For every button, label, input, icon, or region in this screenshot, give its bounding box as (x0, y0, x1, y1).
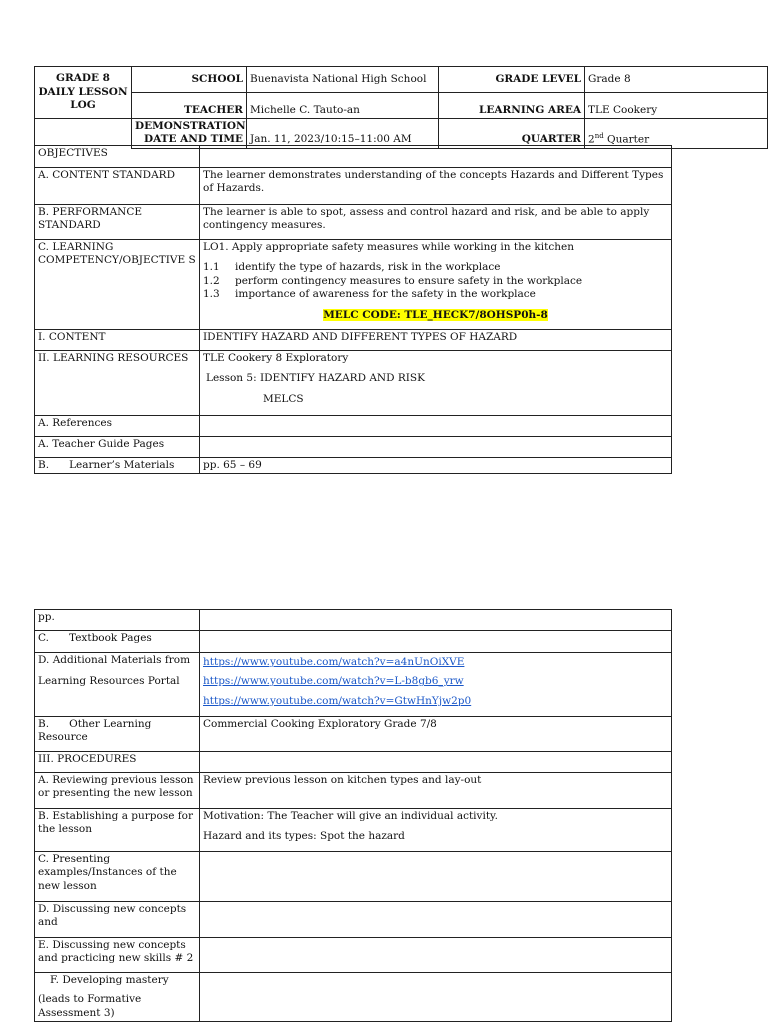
demo-label (132, 119, 247, 149)
content-value: IDENTIFY HAZARD AND DIFFERENT TYPES OF HAZARD (200, 330, 672, 351)
melc-code-line (203, 309, 668, 322)
quarter-word: Quarter (603, 133, 650, 146)
quarter-label: QUARTER (439, 119, 585, 149)
presenting-label: C. Presenting examples/Instances of the new lesson (35, 852, 200, 902)
textbook-value (200, 631, 672, 653)
item-num: 1.2 (203, 274, 220, 287)
item-text: perform contingency measures to ensure safety in the workplace (235, 274, 583, 287)
other-resource-label: B. Other Learning Resource (35, 717, 200, 752)
mastery-label (35, 973, 200, 1022)
textbook-label: C. Textbook Pages (35, 631, 200, 653)
item-text: identify the type of hazards, risk in the workplace (235, 261, 501, 274)
competency-item (203, 275, 668, 288)
references-label: A. References (35, 416, 200, 437)
mastery-value (200, 973, 672, 1022)
competency-item (203, 261, 668, 274)
school-label: SCHOOL (132, 67, 247, 93)
teacher-value: Michelle C. Tauto-an (247, 93, 439, 119)
quarter-num: 2 (588, 133, 595, 146)
additional-label-line: Learning Resources Portal (38, 675, 180, 688)
content-label: I. CONTENT (35, 330, 200, 351)
item-num: 1.1 (203, 261, 220, 274)
discussing1-value (200, 902, 672, 938)
purpose-line: Motivation: The Teacher will give an individual activity. (203, 810, 498, 822)
additional-label-line: D. Additional Materials from (38, 654, 191, 666)
resources-label: II. LEARNING RESOURCES (35, 351, 200, 416)
learning-area-value: TLE Cookery (585, 93, 768, 119)
discussing1-label: D. Discussing new concepts and (35, 902, 200, 938)
performance-standard-value: The learner is able to spot, assess and control hazard and risk, and be able to apply contingency measures. (200, 205, 672, 240)
log-title-line: DAILY LESSON (38, 85, 128, 98)
melc-code: MELC CODE: TLE_HECK7/8OHSP0h-8 (323, 308, 548, 321)
competency-label: C. LEARNING COMPETENCY/OBJECTIVE S (35, 240, 200, 330)
content-standard-value: The learner demonstrates understanding of the concepts Hazards and Different Types of Hazards. (200, 168, 672, 205)
objectives-label: OBJECTIVES (35, 146, 200, 168)
resources-line: Lesson 5: IDENTIFY HAZARD AND RISK (206, 372, 425, 385)
lesson-table-2 (34, 609, 672, 1022)
reviewing-label: A. Reviewing previous lesson or presenting the new lesson (35, 773, 200, 809)
header-table (34, 66, 768, 149)
demo-label-line: DEMONSTRATION (135, 120, 246, 132)
quarter-value (585, 119, 768, 149)
blank-cell (35, 119, 132, 149)
quarter-sup: nd (594, 131, 604, 140)
learners-materials-value: pp. 65 – 69 (200, 458, 672, 474)
resources-line: TLE Cookery 8 Exploratory (203, 352, 349, 364)
item-num: 1.3 (203, 288, 220, 301)
log-title (35, 67, 132, 119)
resources-line: MELCS (263, 392, 304, 405)
lesson-table-1 (34, 145, 672, 474)
lo1-text: LO1. Apply appropriate safety measures while working in the kitchen (203, 241, 574, 253)
purpose-line: Hazard and its types: Spot the hazard (203, 830, 405, 843)
teacher-guide-value (200, 437, 672, 458)
youtube-link[interactable]: https://www.youtube.com/watch?v=L-b8gb6_yrw (203, 675, 464, 688)
item-text: importance of awareness for the safety in the workplace (235, 288, 536, 301)
demo-value: Jan. 11, 2023/10:15–11:00 AM (247, 119, 439, 149)
pp-label: pp. (35, 610, 200, 631)
competency-value (200, 240, 672, 330)
youtube-link[interactable]: https://www.youtube.com/watch?v=a4nUnOiXVE (203, 656, 465, 668)
learners-materials-label: B. Learner’s Materials (35, 458, 200, 474)
resources-value (200, 351, 672, 416)
purpose-value (200, 809, 672, 852)
competency-item (203, 288, 668, 301)
performance-standard-label: B. PERFORMANCE STANDARD (35, 205, 200, 240)
content-standard-label: A. CONTENT STANDARD (35, 168, 200, 205)
teacher-guide-label: A. Teacher Guide Pages (35, 437, 200, 458)
mastery-label-line: F. Developing mastery (50, 974, 169, 986)
demo-label-line: DATE AND TIME (143, 133, 243, 146)
grade-level-value: Grade 8 (585, 67, 768, 93)
teacher-label: TEACHER (132, 93, 247, 119)
procedures-value (200, 752, 672, 773)
reviewing-value: Review previous lesson on kitchen types and lay-out (200, 773, 672, 809)
pp-value (200, 610, 672, 631)
discussing2-value (200, 938, 672, 973)
discussing2-label: E. Discussing new concepts and practicing new skills # 2 (35, 938, 200, 973)
mastery-label-line: (leads to Formative Assessment 3) (38, 993, 142, 1019)
learning-area-label: LEARNING AREA (439, 93, 585, 119)
log-title-line: GRADE 8 (56, 72, 110, 85)
grade-level-label: GRADE LEVEL (439, 67, 585, 93)
school-value: Buenavista National High School (247, 67, 439, 93)
other-resource-value: Commercial Cooking Exploratory Grade 7/8 (200, 717, 672, 752)
additional-label (35, 653, 200, 717)
log-title-line: LOG (70, 99, 96, 112)
presenting-value (200, 852, 672, 902)
procedures-label: III. PROCEDURES (35, 752, 200, 773)
additional-links (200, 653, 672, 717)
youtube-link[interactable]: https://www.youtube.com/watch?v=GtwHnYjw2p0 (203, 694, 472, 707)
purpose-label: B. Establishing a purpose for the lesson (35, 809, 200, 852)
objectives-value (200, 146, 672, 168)
references-value (200, 416, 672, 437)
